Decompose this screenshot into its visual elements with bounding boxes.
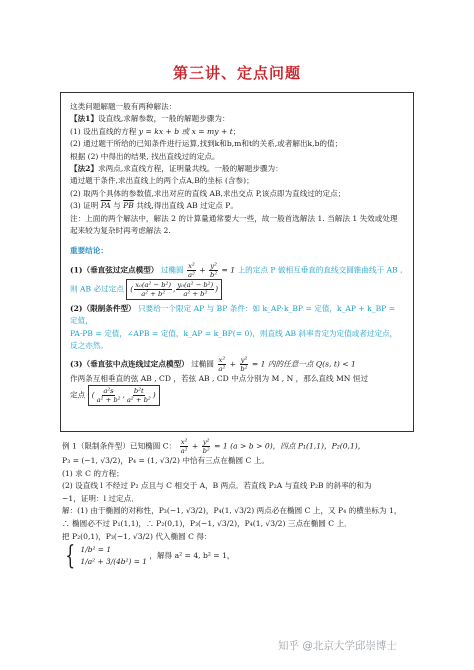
- conclusions-heading: 重要结论：: [70, 246, 108, 256]
- c1-body1: 过椭圆: [160, 265, 184, 275]
- c3-label: (3)（垂直弦中点连线过定点模型）: [70, 359, 189, 368]
- step1-punct: ；: [232, 126, 241, 136]
- example-q1: (1) 求 C 的方程；: [62, 468, 124, 478]
- method1-step2: (2) 通过题干所给的已知条件进行运算,找到k和b,m和t的关系,或者解出k,b的值；: [70, 139, 343, 149]
- example-q2b: −1，证明：l 过定点．: [62, 493, 139, 503]
- c2-line2: PA·PB = 定值，∠APB = 定值，k_AP = k_BP(= 0)，则直线 AB 斜率肯定为定值或者过定点，: [70, 328, 398, 338]
- method-summary-box: [60, 92, 414, 432]
- c3-frac-y: $\frac{\text{y²}}{\text{b²}}$: [240, 355, 248, 373]
- system-eq1: 1/b² = 1: [80, 545, 112, 555]
- ex-frac-y: $\frac{\text{y²}}{\text{b²}}$: [202, 438, 210, 455]
- c2-label: (2)（限制条件型）: [70, 303, 136, 313]
- vector-pa: $\overline{PA}$: [100, 201, 111, 211]
- solution-line2: ∴ 椭圆必不过 P₁(1,1)，∴ P₂(0,1)，P₃(−1, √3/2)，P₄(1, √3/2) 三点在椭圆 C 上．: [62, 518, 352, 528]
- intro-text: 这类问题解题一般有两种解法：: [70, 102, 177, 111]
- example-line1: [62, 438, 414, 455]
- ex-frac-x: $\frac{\text{x²}}{\text{a²}}$: [180, 438, 188, 455]
- system-result: ，解得 a² = 4, b² = 1，: [149, 551, 235, 561]
- brace-icon: {: [65, 541, 76, 572]
- line3-mid: 与: [113, 201, 121, 211]
- watermark: 知乎 @北京大学邱崇博士: [278, 640, 397, 652]
- c3-line2: 作两条互相垂直的弦 AB , CD ，若弦 AB , CD 中点分别为 M , N ，那么直线 MN 恒过: [70, 373, 369, 383]
- c3-fixed-point: ( $\frac{\text{a²s}}{\text{a² + b²}}$ , $\frac{\text{b²t}}{\text{a² + b²}}$ ): [88, 385, 160, 406]
- conclusion-1: [70, 262, 404, 300]
- method-note: 注：上面的两个解法中，解法 2 的计算量通常要大一些，故一般首选解法 1. 当解法 1 失效或处理起来较为复杂时再考虑解法 2.: [70, 213, 398, 236]
- c3-body1: 过椭圆: [191, 359, 214, 368]
- system-eq2: 1/a² + 3/(4b²) = 1: [80, 557, 147, 567]
- method2-heading: [70, 163, 404, 175]
- equation-system: [62, 541, 147, 572]
- vector-pb: $\overline{PB}$: [123, 201, 134, 211]
- example-q2: (2) 设直线 l 不经过 P₂ 点且与 C 相交于 A，B 两点．若直线 P₂A 与直线 P₂B 的斜率的和为: [62, 481, 372, 491]
- page-title: 第三讲、定点问题: [172, 64, 301, 82]
- c1-body2: 上的定点 P 做相互垂直的直线交圆锥曲线于 AB ,则 AB 必过定点: [70, 265, 403, 294]
- method1-step1: [70, 126, 404, 138]
- example-label: 例 1（限制条件型）已知椭圆 C：: [62, 441, 177, 451]
- method1-heading-text: 设直线,求解参数，一般的解题步骤为：: [98, 114, 230, 124]
- c1-label: (1)（垂直弦过定点模型）: [70, 265, 159, 275]
- c3-condition: < 1: [342, 359, 356, 368]
- conclusion-2: [70, 303, 404, 328]
- step1-equation: y = kx + b 或 x = my + t: [138, 126, 233, 136]
- c3-frac-x: $\frac{\text{x²}}{\text{a²}}$: [218, 355, 226, 373]
- c3-plus: +: [229, 359, 236, 368]
- method1-label: 【法1】: [70, 114, 99, 124]
- c1-plus: +: [199, 265, 206, 275]
- method2-line2: (2) 取两个具体的参数值,求出对应的直线 AB,求出交点 P,该点即为直线过的定点；: [70, 188, 346, 198]
- conclusion-3: [70, 356, 404, 373]
- c1-frac-y: $\frac{\text{y²}}{\text{b²}}$: [210, 261, 218, 279]
- example-section: [62, 438, 414, 572]
- c3-line3-text: 定点: [70, 390, 86, 400]
- c1-rhs: = 1: [221, 265, 236, 275]
- method1-step3: 根据 (2) 中得出的结果, 找出直线过的定点。: [70, 151, 220, 161]
- ex-plus: +: [191, 441, 199, 451]
- c1-frac-x: $\frac{\text{x²}}{\text{a²}}$: [188, 261, 195, 279]
- c3-body2: = 1 内的任意一点 Q(s, t): [251, 359, 340, 368]
- method2-label: 【法2】: [70, 164, 99, 174]
- method2-heading-text: 求两点,求直线方程，证明量共线。一般的解题步骤为：: [98, 164, 283, 174]
- method2-line1: 通过题干条件,求出直线上的两个点A,B的坐标 (含参)；: [70, 176, 254, 186]
- example-eq: = 1 (a > b > 0)，四点 P₁(1,1)，P₂(0,1)，: [214, 441, 366, 451]
- solution-line1: 解：(1) 由于椭圆的对称性，P₃(−1, √3/2)，P₄(1, √3/2) 两点必在椭圆 C 上，又 P₄ 的横坐标为 1，: [62, 506, 402, 516]
- method2-line3: [70, 200, 404, 212]
- example-line2: P₃ = (−1, √3/2)，P₄ = (1, √3/2) 中恰有三点在椭圆 C 上。: [62, 456, 269, 465]
- c3-line3: [70, 385, 404, 406]
- c1-fixed-point: ( $\frac{\text{x₀(a² − b²)}}{\text{a² + b²}}$ , $\frac{\text{y₀(a² − b²)}}{\text{a² + b²}}$ ): [126, 279, 222, 300]
- method1-heading: [70, 113, 404, 125]
- c2-body: 只要给一个限定 AP 与 BP 条件：如 k_AP·k_BP = 定值，k_AP + k_BP = 定值，: [70, 303, 396, 326]
- solution-line3: 把 P₂(0,1)，P₃(−1, √3/2) 代入椭圆 C 得：: [62, 531, 212, 541]
- c2-line3: 反之亦然。: [70, 341, 108, 351]
- line3-post: 共线,得出直线 AB 过定点 P。: [136, 201, 239, 211]
- solution-system: [62, 541, 414, 572]
- step1-text: (1) 设出直线的方程: [70, 126, 137, 136]
- line3-pre: (3) 证明: [70, 201, 99, 211]
